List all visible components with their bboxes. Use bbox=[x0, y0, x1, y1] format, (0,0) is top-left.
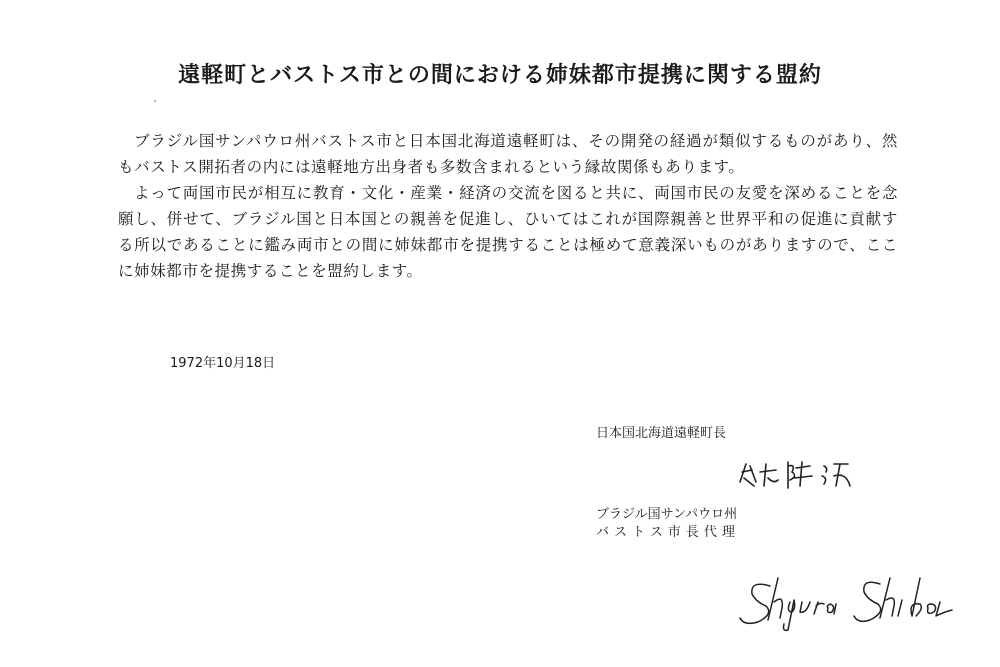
signatory-2-title bbox=[596, 506, 740, 542]
body-paragraph-2: よって両国市民が相互に教育・文化・産業・経済の交流を図ると共に、両国市民の友愛を深めることを念願し、併せて、ブラジル国と日本国との親善を促進し、ひいてはこれが国際親善と世界平和の促進に貢献する所以であることに鑑み両市との間に姉妹都市を提携することは極めて意義深いものがありますので、ここに姉妹都市を提携することを盟約します。 bbox=[118, 184, 898, 280]
document-date: 1972年10月18日 bbox=[170, 356, 276, 371]
signatory-1-handwritten-signature bbox=[730, 452, 870, 500]
signatory-2-title-line-1: ブラジル国サンパウロ州 bbox=[596, 507, 738, 522]
document-title: 遠軽町とバストス市との間における姉妹都市提携に関する盟約 bbox=[178, 62, 822, 88]
signatory-2-title-line-2: バストス市長代理 bbox=[596, 525, 740, 540]
document-body bbox=[118, 128, 898, 284]
signatory-2-handwritten-signature bbox=[730, 572, 990, 636]
signatory-1-title: 日本国北海道遠軽町長 bbox=[596, 426, 727, 441]
speck-mark bbox=[154, 100, 156, 102]
body-paragraph-1: ブラジル国サンパウロ州バストス市と日本国北海道遠軽町は、その開発の経過が類似するものがあり、然もバストス開拓者の内には遠軽地方出身者も多数含まれるという縁故関係もあります。 bbox=[118, 132, 898, 176]
